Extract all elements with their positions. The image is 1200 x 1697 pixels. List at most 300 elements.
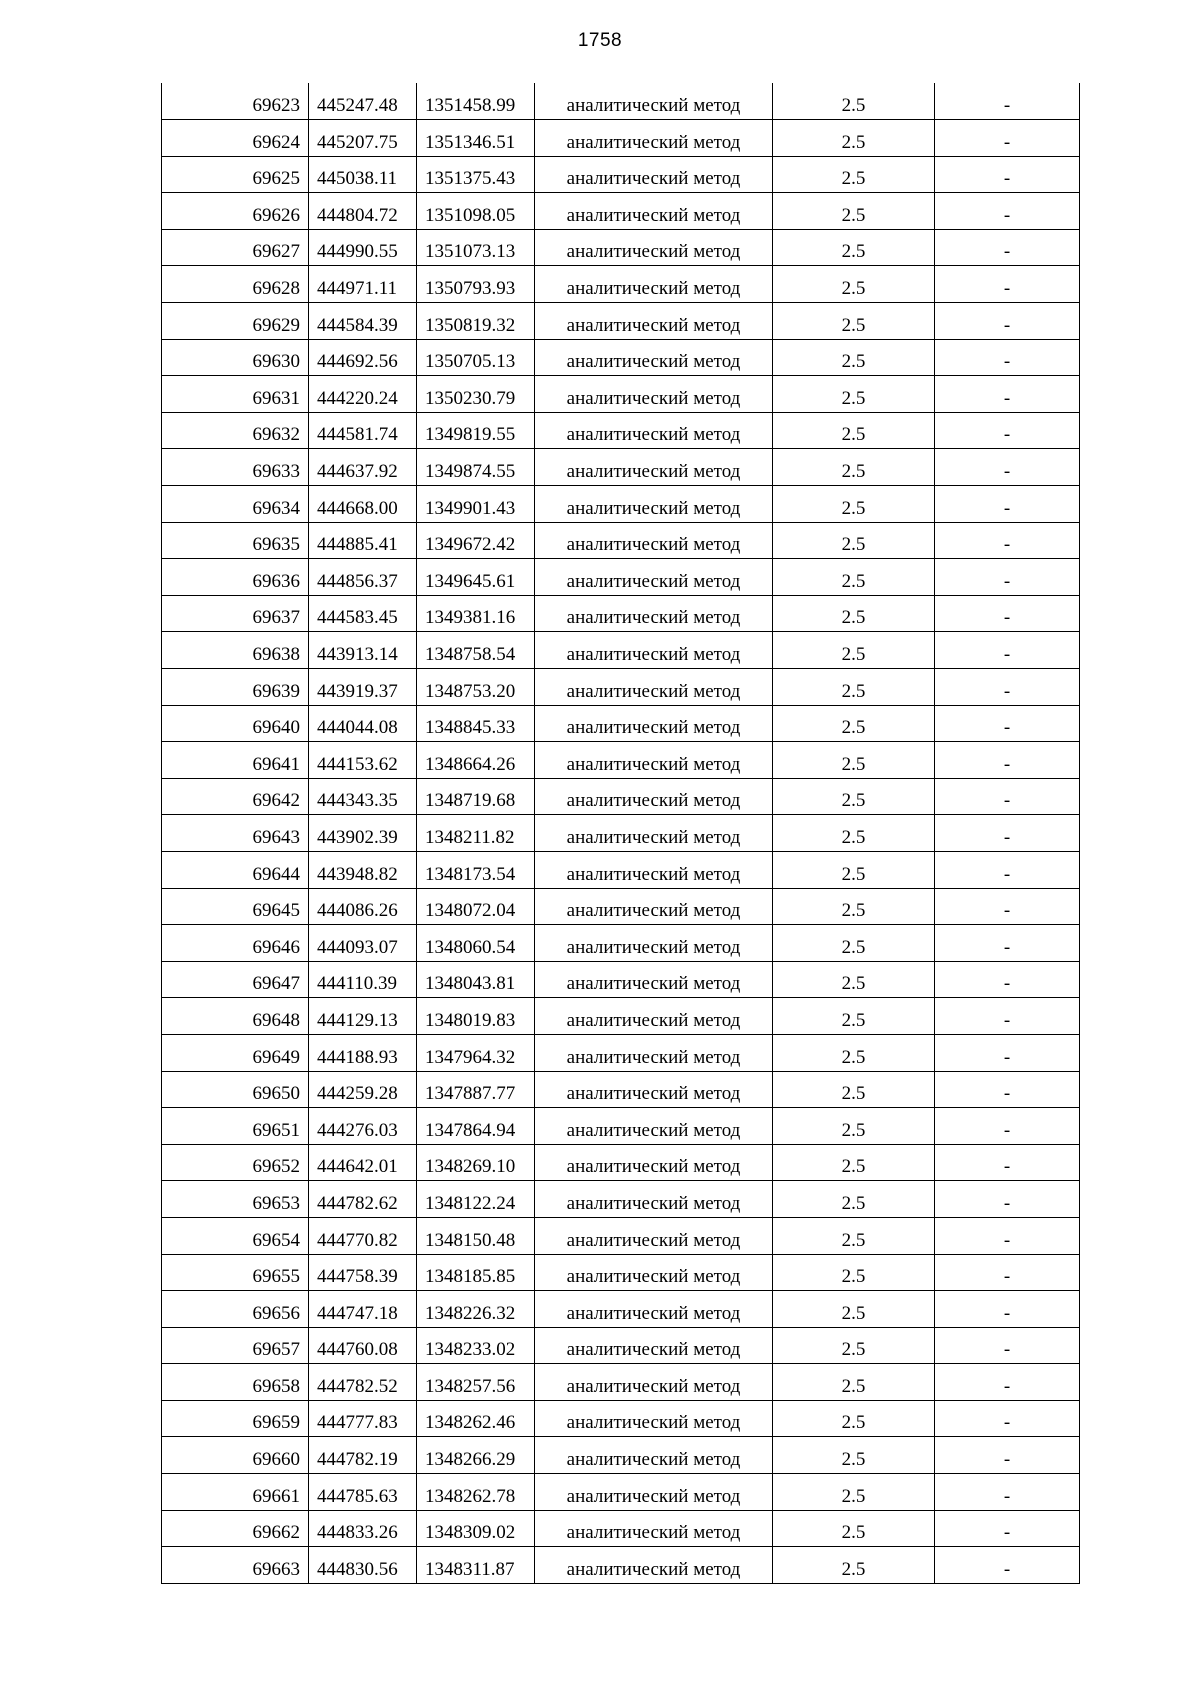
method-cell-text: аналитический метод: [566, 1558, 741, 1580]
point-id-cell: [162, 1364, 309, 1401]
table-row: [162, 742, 1080, 779]
accuracy-cell: [773, 669, 935, 706]
accuracy-cell-text: 2.5: [841, 1046, 866, 1068]
table-row: [162, 1364, 1080, 1401]
method-cell: [535, 632, 773, 669]
y-coordinate-cell-text: 1348845.33: [425, 717, 516, 739]
table-row: [162, 156, 1080, 193]
method-cell: [535, 449, 773, 486]
method-cell-text: аналитический метод: [566, 1449, 741, 1471]
y-coordinate-cell-text: 1348719.68: [425, 790, 516, 812]
accuracy-cell-text: 2.5: [841, 790, 866, 812]
method-cell: [535, 1510, 773, 1547]
method-cell-text: аналитический метод: [566, 351, 741, 373]
y-coordinate-cell: [417, 486, 535, 523]
y-coordinate-cell: [417, 1510, 535, 1547]
x-coordinate-cell-text: 443902.39: [317, 826, 398, 848]
table-row: [162, 266, 1080, 303]
note-cell: [935, 229, 1080, 266]
point-id-cell-text: 69643: [252, 826, 300, 848]
point-id-cell: [162, 961, 309, 998]
y-coordinate-cell-text: 1351098.05: [425, 204, 516, 226]
method-cell: [535, 559, 773, 596]
point-id-cell-text: 69647: [252, 973, 300, 995]
y-coordinate-cell: [417, 339, 535, 376]
note-cell-text: -: [1003, 131, 1011, 153]
x-coordinate-cell: [309, 522, 417, 559]
note-cell: [935, 1474, 1080, 1511]
x-coordinate-cell: [309, 303, 417, 340]
x-coordinate-cell-text: 444833.26: [317, 1522, 398, 1544]
point-id-cell: [162, 851, 309, 888]
note-cell: [935, 1034, 1080, 1071]
note-cell-text: -: [1003, 1156, 1011, 1178]
x-coordinate-cell: [309, 669, 417, 706]
method-cell-text: аналитический метод: [566, 278, 741, 300]
accuracy-cell-text: 2.5: [841, 204, 866, 226]
note-cell: [935, 120, 1080, 157]
table-row: [162, 632, 1080, 669]
table-row: [162, 815, 1080, 852]
y-coordinate-cell-text: 1348211.82: [425, 826, 515, 848]
y-coordinate-cell: [417, 705, 535, 742]
method-cell: [535, 1034, 773, 1071]
point-id-cell: [162, 339, 309, 376]
table-row: [162, 1217, 1080, 1254]
accuracy-cell: [773, 961, 935, 998]
method-cell: [535, 1327, 773, 1364]
y-coordinate-cell: [417, 1547, 535, 1584]
point-id-cell: [162, 522, 309, 559]
point-id-cell-text: 69660: [252, 1449, 300, 1471]
accuracy-cell-text: 2.5: [841, 1229, 866, 1251]
note-cell-text: -: [1003, 424, 1011, 446]
point-id-cell: [162, 632, 309, 669]
point-id-cell-text: 69625: [252, 168, 300, 190]
point-id-cell-text: 69646: [252, 936, 300, 958]
method-cell: [535, 376, 773, 413]
method-cell-text: аналитический метод: [566, 1522, 741, 1544]
method-cell: [535, 156, 773, 193]
table-row: [162, 888, 1080, 925]
method-cell-text: аналитический метод: [566, 387, 741, 409]
x-coordinate-cell: [309, 1510, 417, 1547]
point-id-cell: [162, 120, 309, 157]
method-cell: [535, 705, 773, 742]
x-coordinate-cell-text: 444220.24: [317, 387, 398, 409]
method-cell: [535, 778, 773, 815]
table-row: [162, 705, 1080, 742]
table-row: [162, 851, 1080, 888]
accuracy-cell: [773, 412, 935, 449]
x-coordinate-cell-text: 444343.35: [317, 790, 398, 812]
method-cell-text: аналитический метод: [566, 204, 741, 226]
point-id-cell-text: 69634: [252, 497, 300, 519]
accuracy-cell-text: 2.5: [841, 680, 866, 702]
method-cell-text: аналитический метод: [566, 168, 741, 190]
y-coordinate-cell-text: 1348173.54: [425, 863, 516, 885]
accuracy-cell: [773, 486, 935, 523]
note-cell-text: -: [1003, 1266, 1011, 1288]
y-coordinate-cell: [417, 83, 535, 120]
y-coordinate-cell: [417, 961, 535, 998]
note-cell: [935, 998, 1080, 1035]
point-id-cell: [162, 1437, 309, 1474]
method-cell: [535, 522, 773, 559]
point-id-cell: [162, 1510, 309, 1547]
note-cell: [935, 815, 1080, 852]
table-row: [162, 1071, 1080, 1108]
method-cell: [535, 83, 773, 120]
x-coordinate-cell: [309, 1547, 417, 1584]
accuracy-cell: [773, 815, 935, 852]
method-cell: [535, 303, 773, 340]
x-coordinate-cell: [309, 1034, 417, 1071]
note-cell-text: -: [1003, 790, 1011, 812]
accuracy-cell-text: 2.5: [841, 1412, 866, 1434]
note-cell: [935, 1254, 1080, 1291]
y-coordinate-cell: [417, 998, 535, 1035]
x-coordinate-cell-text: 444971.11: [317, 278, 398, 300]
table-row: [162, 1144, 1080, 1181]
note-cell: [935, 1547, 1080, 1584]
x-coordinate-cell-text: 444188.93: [317, 1046, 398, 1068]
x-coordinate-cell-text: 443913.14: [317, 644, 398, 665]
table-row: [162, 925, 1080, 962]
table-row: [162, 486, 1080, 523]
point-id-cell: [162, 1071, 309, 1108]
y-coordinate-cell-text: 1351458.99: [425, 95, 516, 117]
method-cell-text: аналитический метод: [566, 680, 741, 702]
accuracy-cell-text: 2.5: [841, 1192, 866, 1214]
note-cell-text: -: [1003, 497, 1011, 519]
note-cell-text: -: [1003, 1046, 1011, 1068]
note-cell-text: -: [1003, 1522, 1011, 1544]
table-row: [162, 595, 1080, 632]
accuracy-cell: [773, 83, 935, 120]
y-coordinate-cell-text: 1348150.48: [425, 1229, 516, 1251]
point-id-cell: [162, 1327, 309, 1364]
method-cell-text: аналитический метод: [566, 1156, 741, 1178]
note-cell: [935, 1217, 1080, 1254]
note-cell: [935, 339, 1080, 376]
x-coordinate-cell-text: 444668.00: [317, 497, 398, 519]
y-coordinate-cell: [417, 1254, 535, 1291]
x-coordinate-cell: [309, 888, 417, 925]
y-coordinate-cell-text: 1350819.32: [425, 314, 516, 336]
method-cell: [535, 120, 773, 157]
point-id-cell-text: 69636: [252, 570, 300, 592]
x-coordinate-cell: [309, 925, 417, 962]
y-coordinate-cell-text: 1348311.87: [425, 1558, 515, 1580]
y-coordinate-cell-text: 1350705.13: [425, 351, 516, 373]
note-cell: [935, 1510, 1080, 1547]
note-cell: [935, 486, 1080, 523]
y-coordinate-cell-text: 1350230.79: [425, 387, 516, 409]
x-coordinate-cell-text: 444782.19: [317, 1449, 398, 1471]
y-coordinate-cell-text: 1348753.20: [425, 680, 516, 702]
note-cell: [935, 888, 1080, 925]
note-cell-text: -: [1003, 570, 1011, 592]
table-row: [162, 1181, 1080, 1218]
method-cell-text: аналитический метод: [566, 1119, 741, 1141]
point-id-cell: [162, 1291, 309, 1328]
point-id-cell: [162, 229, 309, 266]
y-coordinate-cell-text: 1348043.81: [425, 973, 516, 995]
method-cell: [535, 486, 773, 523]
y-coordinate-cell: [417, 632, 535, 669]
x-coordinate-cell: [309, 120, 417, 157]
point-id-cell-text: 69642: [252, 790, 300, 812]
note-cell: [935, 961, 1080, 998]
x-coordinate-cell: [309, 1254, 417, 1291]
accuracy-cell: [773, 1510, 935, 1547]
note-cell: [935, 925, 1080, 962]
y-coordinate-cell: [417, 888, 535, 925]
method-cell-text: аналитический метод: [566, 461, 741, 483]
table-row: [162, 559, 1080, 596]
method-cell-text: аналитический метод: [566, 1266, 741, 1288]
coordinates-table: [161, 83, 1080, 1584]
point-id-cell: [162, 705, 309, 742]
x-coordinate-cell-text: 444692.56: [317, 351, 398, 373]
point-id-cell: [162, 669, 309, 706]
accuracy-cell: [773, 998, 935, 1035]
accuracy-cell: [773, 1108, 935, 1145]
note-cell-text: -: [1003, 826, 1011, 848]
accuracy-cell-text: 2.5: [841, 936, 866, 958]
note-cell-text: -: [1003, 1119, 1011, 1141]
y-coordinate-cell: [417, 669, 535, 706]
x-coordinate-cell-text: 444044.08: [317, 717, 398, 739]
method-cell: [535, 742, 773, 779]
method-cell-text: аналитический метод: [566, 607, 741, 629]
point-id-cell: [162, 376, 309, 413]
method-cell: [535, 1071, 773, 1108]
accuracy-cell: [773, 339, 935, 376]
y-coordinate-cell: [417, 1291, 535, 1328]
method-cell-text: аналитический метод: [566, 131, 741, 153]
point-id-cell-text: 69652: [252, 1156, 300, 1178]
y-coordinate-cell: [417, 412, 535, 449]
accuracy-cell-text: 2.5: [841, 644, 866, 665]
x-coordinate-cell-text: 444153.62: [317, 753, 398, 775]
method-cell-text: аналитический метод: [566, 717, 741, 739]
method-cell-text: аналитический метод: [566, 826, 741, 848]
x-coordinate-cell-text: 444747.18: [317, 1302, 398, 1324]
y-coordinate-cell-text: 1348309.02: [425, 1522, 516, 1544]
y-coordinate-cell: [417, 1364, 535, 1401]
note-cell-text: -: [1003, 1009, 1011, 1031]
method-cell: [535, 1437, 773, 1474]
note-cell: [935, 1327, 1080, 1364]
point-id-cell-text: 69654: [252, 1229, 300, 1251]
y-coordinate-cell: [417, 595, 535, 632]
note-cell: [935, 595, 1080, 632]
table-row: [162, 998, 1080, 1035]
point-id-cell-text: 69629: [252, 314, 300, 336]
note-cell: [935, 266, 1080, 303]
accuracy-cell: [773, 1437, 935, 1474]
method-cell-text: аналитический метод: [566, 936, 741, 958]
point-id-cell: [162, 595, 309, 632]
accuracy-cell-text: 2.5: [841, 1302, 866, 1324]
method-cell: [535, 266, 773, 303]
method-cell-text: аналитический метод: [566, 1302, 741, 1324]
x-coordinate-cell-text: 444093.07: [317, 936, 398, 958]
table-row: [162, 1254, 1080, 1291]
note-cell: [935, 1144, 1080, 1181]
accuracy-cell: [773, 449, 935, 486]
note-cell-text: -: [1003, 278, 1011, 300]
method-cell: [535, 595, 773, 632]
y-coordinate-cell: [417, 1071, 535, 1108]
note-cell: [935, 705, 1080, 742]
y-coordinate-cell: [417, 376, 535, 413]
method-cell-text: аналитический метод: [566, 1083, 741, 1105]
table-row: [162, 1547, 1080, 1584]
y-coordinate-cell-text: 1347864.94: [425, 1119, 516, 1141]
y-coordinate-cell-text: 1348185.85: [425, 1266, 516, 1288]
method-cell-text: аналитический метод: [566, 1412, 741, 1434]
accuracy-cell-text: 2.5: [841, 863, 866, 885]
x-coordinate-cell-text: 444129.13: [317, 1009, 398, 1031]
x-coordinate-cell: [309, 705, 417, 742]
method-cell: [535, 888, 773, 925]
x-coordinate-cell: [309, 1327, 417, 1364]
accuracy-cell: [773, 1400, 935, 1437]
accuracy-cell-text: 2.5: [841, 168, 866, 190]
point-id-cell-text: 69656: [252, 1302, 300, 1324]
method-cell: [535, 669, 773, 706]
note-cell-text: -: [1003, 204, 1011, 226]
note-cell-text: -: [1003, 680, 1011, 702]
point-id-cell: [162, 1547, 309, 1584]
table-row: [162, 229, 1080, 266]
note-cell: [935, 1181, 1080, 1218]
note-cell: [935, 778, 1080, 815]
y-coordinate-cell: [417, 156, 535, 193]
y-coordinate-cell-text: 1348262.78: [425, 1485, 516, 1507]
point-id-cell-text: 69628: [252, 278, 300, 300]
method-cell: [535, 1254, 773, 1291]
method-cell-text: аналитический метод: [566, 424, 741, 446]
note-cell-text: -: [1003, 1229, 1011, 1251]
point-id-cell: [162, 778, 309, 815]
note-cell: [935, 1364, 1080, 1401]
accuracy-cell-text: 2.5: [841, 131, 866, 153]
y-coordinate-cell-text: 1347887.77: [425, 1083, 516, 1105]
accuracy-cell: [773, 742, 935, 779]
point-id-cell-text: 69648: [252, 1009, 300, 1031]
method-cell-text: аналитический метод: [566, 1009, 741, 1031]
point-id-cell: [162, 815, 309, 852]
method-cell: [535, 1474, 773, 1511]
accuracy-cell: [773, 266, 935, 303]
accuracy-cell-text: 2.5: [841, 1558, 866, 1580]
method-cell: [535, 193, 773, 230]
method-cell: [535, 1181, 773, 1218]
method-cell-text: аналитический метод: [566, 570, 741, 592]
point-id-cell-text: 69639: [252, 680, 300, 702]
note-cell: [935, 1437, 1080, 1474]
y-coordinate-cell: [417, 1474, 535, 1511]
method-cell: [535, 1364, 773, 1401]
x-coordinate-cell-text: 444584.39: [317, 314, 398, 336]
table-row: [162, 120, 1080, 157]
method-cell: [535, 851, 773, 888]
point-id-cell-text: 69651: [252, 1119, 300, 1141]
accuracy-cell: [773, 120, 935, 157]
point-id-cell: [162, 1254, 309, 1291]
note-cell-text: -: [1003, 1558, 1011, 1580]
note-cell: [935, 303, 1080, 340]
note-cell: [935, 449, 1080, 486]
x-coordinate-cell-text: 444760.08: [317, 1339, 398, 1361]
method-cell-text: аналитический метод: [566, 1339, 741, 1361]
note-cell: [935, 1400, 1080, 1437]
y-coordinate-cell: [417, 1144, 535, 1181]
accuracy-cell: [773, 925, 935, 962]
point-id-cell-text: 69627: [252, 241, 300, 263]
x-coordinate-cell: [309, 559, 417, 596]
accuracy-cell-text: 2.5: [841, 1266, 866, 1288]
accuracy-cell: [773, 1181, 935, 1218]
note-cell: [935, 193, 1080, 230]
point-id-cell: [162, 1034, 309, 1071]
x-coordinate-cell: [309, 1437, 417, 1474]
method-cell-text: аналитический метод: [566, 863, 741, 885]
note-cell-text: -: [1003, 1412, 1011, 1434]
accuracy-cell-text: 2.5: [841, 278, 866, 300]
y-coordinate-cell-text: 1349672.42: [425, 534, 516, 556]
point-id-cell: [162, 1181, 309, 1218]
table-body: [162, 83, 1080, 1583]
x-coordinate-cell: [309, 1474, 417, 1511]
y-coordinate-cell-text: 1348226.32: [425, 1302, 516, 1324]
x-coordinate-cell-text: 444885.41: [317, 534, 398, 556]
point-id-cell-text: 69626: [252, 204, 300, 226]
table-row: [162, 669, 1080, 706]
point-id-cell-text: 69663: [252, 1558, 300, 1580]
x-coordinate-cell: [309, 1144, 417, 1181]
accuracy-cell-text: 2.5: [841, 753, 866, 775]
note-cell-text: -: [1003, 753, 1011, 775]
point-id-cell: [162, 449, 309, 486]
point-id-cell-text: 69655: [252, 1266, 300, 1288]
table-row: [162, 412, 1080, 449]
accuracy-cell: [773, 1291, 935, 1328]
x-coordinate-cell-text: 444782.52: [317, 1375, 398, 1397]
y-coordinate-cell: [417, 925, 535, 962]
accuracy-cell: [773, 888, 935, 925]
method-cell-text: аналитический метод: [566, 241, 741, 263]
accuracy-cell-text: 2.5: [841, 717, 866, 739]
accuracy-cell-text: 2.5: [841, 1375, 866, 1397]
y-coordinate-cell: [417, 851, 535, 888]
y-coordinate-cell-text: 1348019.83: [425, 1009, 516, 1031]
x-coordinate-cell-text: 445038.11: [317, 168, 398, 190]
x-coordinate-cell-text: 444785.63: [317, 1485, 398, 1507]
accuracy-cell-text: 2.5: [841, 826, 866, 848]
method-cell: [535, 1547, 773, 1584]
point-id-cell-text: 69662: [252, 1522, 300, 1544]
x-coordinate-cell: [309, 193, 417, 230]
x-coordinate-cell: [309, 486, 417, 523]
note-cell-text: -: [1003, 863, 1011, 885]
y-coordinate-cell-text: 1349819.55: [425, 424, 516, 446]
point-id-cell: [162, 303, 309, 340]
